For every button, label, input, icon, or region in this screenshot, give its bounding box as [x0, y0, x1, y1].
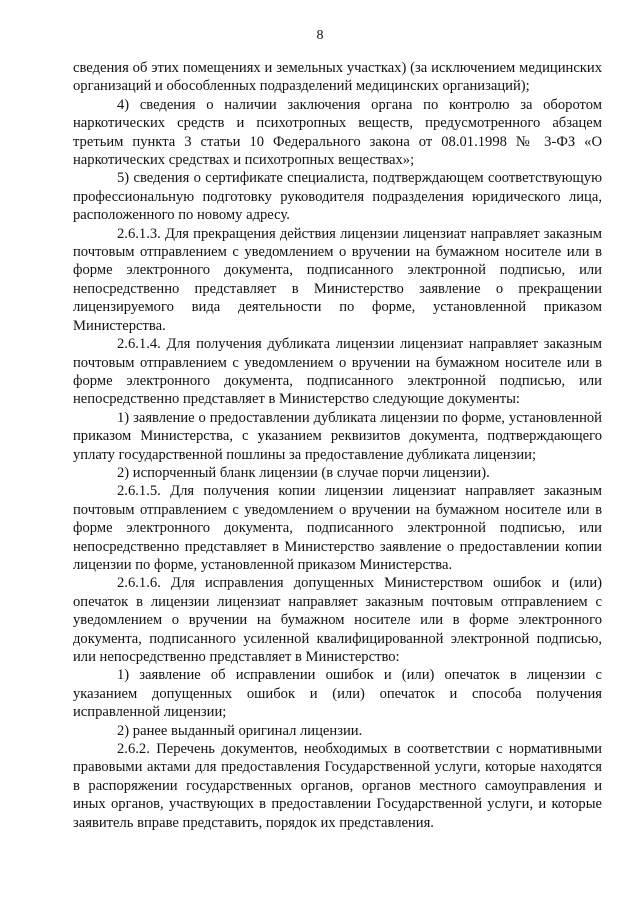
document-body [73, 59, 602, 832]
paragraph-2-6-2: 2.6.2. Перечень документов, необходимых в соответствии с нормативными правовыми актами для предоставления Государственной услуги, которые находятся в распоряжении государственных органов, органов местного самоуправления и иных органов, участвующих в предоставлении Государственной услуги, и которые заявитель вправе представить, порядок их представления. [73, 741, 602, 831]
paragraph-correction-item-2: 2) ранее выданный оригинал лицензии. [117, 722, 363, 739]
page-number: 8 [316, 28, 324, 43]
paragraph-item-5-specialist-certificate: 5) сведения о сертификате специалиста, подтверждающем соответствующую профессиональную подготовку руководителя подразделения юридического лица, расположенного по новому адресу. [73, 170, 602, 224]
paragraph-item-4-narcotics-conclusion: 4) сведения о наличии заключения органа по контролю за оборотом наркотических средств и психотропных веществ, предусмотренного абзацем третьим пункта 3 статьи 10 Федерального закона от 08.01.1998 № 3-ФЗ «О наркотических средствах и психотропных веществах»; [73, 96, 602, 169]
paragraph-correction-item-1: 1) заявление об исправлении ошибок и (или) опечаток в лицензии с указанием допущенных ошибок и (или) опечаток и способа получения исправленной лицензии; [73, 667, 602, 721]
paragraph-2-6-1-5: 2.6.1.5. Для получения копии лицензии лицензиат направляет заказным почтовым отправлением с уведомлением о вручении на бумажном носителе или в форме электронного документа, подписанного электронной подписью, или непосредственно представляет в Министерство заявление о предоставлении копии лицензии по форме, установленной приказом Министерства. [73, 483, 602, 573]
paragraph-2-6-1-3: 2.6.1.3. Для прекращения действия лицензии лицензиат направляет заказным почтовым отправлением с уведомлением о вручении на бумажном носителе или в форме электронного документа, подписанного электронной подписью, или непосредственно представляет в Министерство заявление о прекращении лицензируемого вида деятельности по форме, установленной приказом Министерства. [73, 225, 602, 334]
paragraph-2-6-1-6: 2.6.1.6. Для исправления допущенных Министерством ошибок и (или) опечаток в лицензии лицензиат направляет заказным почтовым отправлением с уведомлением о вручении на бумажном носителе или в форме электронного документа, подписанного усиленной квалифицированной электронной подписью, или непосредственно представляет в Министерство: [73, 575, 602, 665]
paragraph-duplicate-item-2: 2) испорченный бланк лицензии (в случае порчи лицензии). [117, 464, 490, 481]
paragraph-2-6-1-4: 2.6.1.4. Для получения дубликата лицензии лицензиат направляет заказным почтовым отправлением с уведомлением о вручении на бумажном носителе или в форме электронного документа, подписанного электронной подписью, или непосредственно представляет в Министерство следующие документы: [73, 336, 602, 408]
paragraph-premises-info: сведения об этих помещениях и земельных участках) (за исключением медицинских организаций и обособленных подразделений медицинских организаций); [73, 60, 602, 95]
paragraph-duplicate-item-1: 1) заявление о предоставлении дубликата лицензии по форме, установленной приказом Министерства, с указанием реквизитов документа, подтверждающего уплату государственной пошлины за предоставление дубликата лицензии; [73, 409, 602, 463]
